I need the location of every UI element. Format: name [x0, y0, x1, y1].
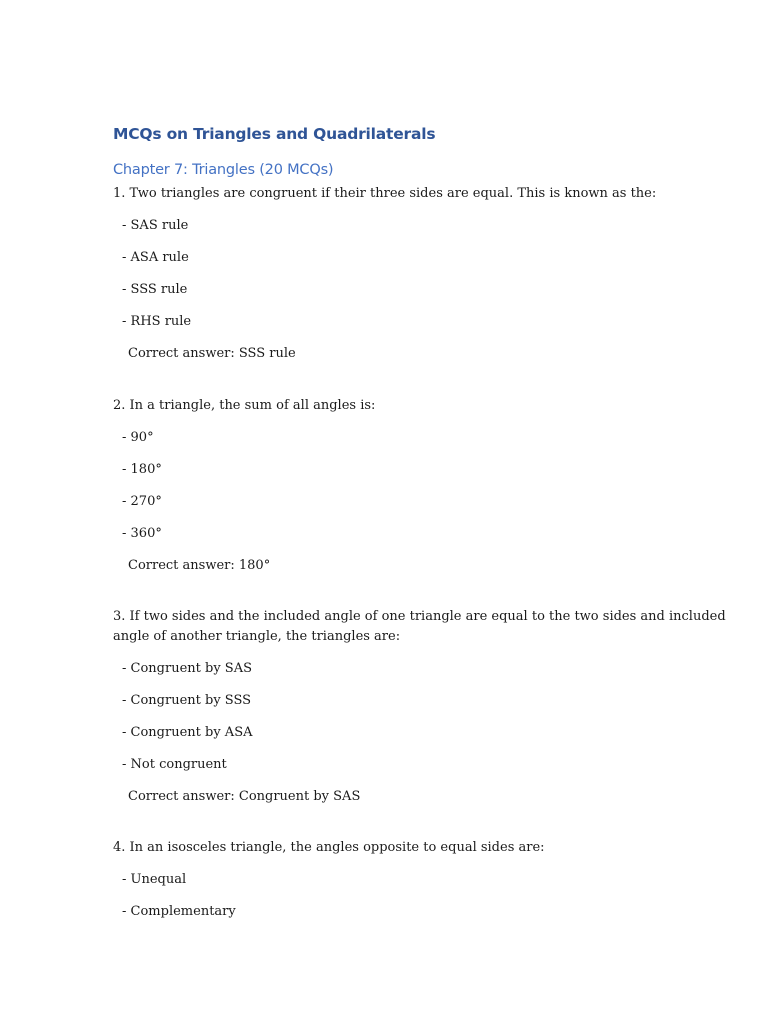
question-3-option-3: - Congruent by ASA — [122, 725, 253, 740]
question-4-text: 4. In an isosceles triangle, the angles opposite to equal sides are: — [113, 840, 545, 855]
question-2-answer: Correct answer: 180° — [128, 558, 271, 573]
question-1-option-3: - SSS rule — [122, 282, 188, 297]
question-2-option-3: - 270° — [122, 494, 162, 509]
question-2-option-2: - 180° — [122, 462, 162, 477]
question-3-option-4: - Not congruent — [122, 757, 227, 772]
question-1-option-1: - SAS rule — [122, 218, 189, 233]
question-1-option-4: - RHS rule — [122, 314, 192, 329]
question-3-option-2: - Congruent by SSS — [122, 693, 252, 708]
question-3-text-line-2: angle of another triangle, the triangles are: — [113, 629, 401, 644]
document-title: MCQs on Triangles and Quadrilaterals — [113, 125, 436, 143]
question-3-answer: Correct answer: Congruent by SAS — [128, 789, 361, 804]
question-3-option-1: - Congruent by SAS — [122, 661, 252, 676]
question-4-option-2: - Complementary — [122, 904, 236, 919]
question-3-text-line-1: 3. If two sides and the included angle of one triangle are equal to the two sides and included — [113, 609, 726, 624]
question-1-text: 1. Two triangles are congruent if their three sides are equal. This is known as the: — [113, 186, 657, 201]
question-4-option-1: - Unequal — [122, 872, 187, 887]
chapter-heading: Chapter 7: Triangles (20 MCQs) — [113, 162, 334, 178]
question-2-option-1: - 90° — [122, 430, 154, 445]
question-1-answer: Correct answer: SSS rule — [128, 346, 296, 361]
question-1-option-2: - ASA rule — [122, 250, 189, 265]
question-2-text: 2. In a triangle, the sum of all angles is: — [113, 398, 376, 413]
question-2-option-4: - 360° — [122, 526, 162, 541]
